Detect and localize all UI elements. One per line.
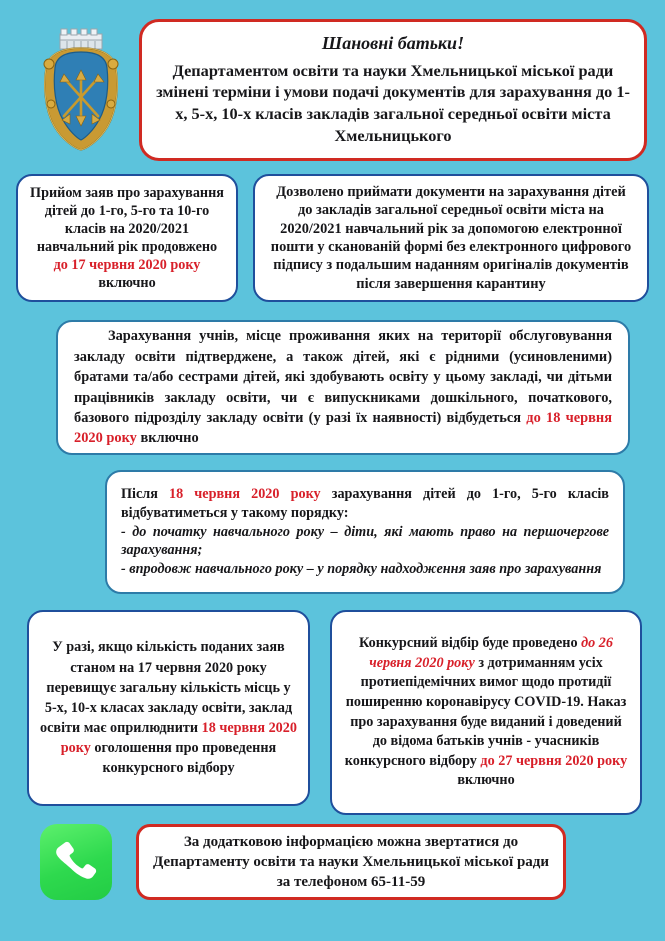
order-intro-before: Після — [121, 485, 170, 502]
competition-part2: з дотриманням усіх протиепідемічних вимог щодо протидії поширенню коронавірусу COVID-19. Наказ про зарахування буде виданий і доведений до відома батьків учнів - учасників конкурсного відбору — [344, 654, 627, 769]
phone-icon — [40, 824, 112, 900]
applications-text — [28, 184, 226, 292]
enrollment-text — [74, 326, 612, 449]
enrollment-rules-box — [56, 320, 630, 455]
email-text: Дозволено приймати документи на зарахування дітей до закладів загальної середньої освіти міста на 2020/2021 навчальний рік за допомогою електронної пошти у сканованій формі без електронного цифрового підпису з подальшим наданням оригіналів документів після завершення карантину — [270, 184, 632, 292]
header-salutation: Шановні батьки! — [321, 32, 465, 53]
competitive-selection-box — [330, 610, 642, 815]
overflow-date: 18 червня 2020 року — [60, 720, 297, 757]
competition-date-1: до 26 червня 2020 року — [369, 635, 613, 671]
contact-text — [151, 832, 551, 892]
overflow-text — [39, 637, 298, 778]
order-intro — [121, 485, 609, 523]
application-overflow-box — [27, 610, 310, 806]
applications-date: до 17 червня 2020 року — [53, 257, 201, 274]
competition-part1: Конкурсний відбір буде проведено — [359, 635, 582, 652]
order-intro-date: 18 червня 2020 року — [169, 485, 321, 502]
email-submission-box — [253, 174, 649, 302]
header-announcement-box — [139, 19, 647, 161]
competition-part3: включно — [457, 772, 515, 789]
applications-part1: Прийом заяв про зарахування дітей до 1-го, 5-го та 10-го класів на 2020/2021 навчальний рік продовжено — [30, 184, 224, 255]
overflow-part1: У разі, якщо кількість поданих заяв станом на 17 червня 2020 року перевищує загальну кількість місць у 5-х, 10-х класах закладу освіти, заклад освіти має оприлюднити — [40, 639, 293, 737]
competition-text — [342, 634, 630, 791]
enrollment-order-box — [105, 470, 625, 594]
competition-date-2: до 27 червня 2020 року — [480, 752, 628, 769]
khmelnytskyi-coat-of-arms — [38, 28, 124, 152]
contact-text-before: За додатковою інформацією можна звертатися до Департаменту освіти та науки Хмельницької міської ради за телефоном — [152, 833, 550, 891]
contact-info-box — [136, 824, 566, 900]
enrollment-date: до 18 червня 2020 року — [74, 409, 612, 447]
header-body: Департаментом освіти та науки Хмельницької міської ради змінені терміни і умови подачі документів для зарахування до 1-х, 5-х, 10-х класів закладів загальної середньої освіти міста Хмельницького — [156, 60, 630, 145]
contact-phone-number: 65-11-59 — [371, 874, 426, 891]
enrollment-part2: включно — [136, 430, 199, 447]
applications-part2: включно — [98, 275, 156, 292]
overflow-part2: оголошення про проведення конкурсного відбору — [90, 740, 277, 777]
order-bullet-2: - впродовж навчального року – у порядку надходження заяв про зарахування — [121, 561, 602, 578]
applications-deadline-box — [16, 174, 238, 302]
enrollment-part1: Зарахування учнів, місце проживання яких на території обслуговування закладу освіти підтверджене, а також дітей, які є рідними (усиновленими) братами та/або сестрами дітей, які здобувають освіту у цьому закладі, чи дітьми працівників закладу освіти, чи є випускниками дошкільного, початкового, базового підрозділу закладу освіти (у разі їх наявності) відбудеться — [74, 328, 612, 426]
order-bullet-1: - до початку навчального року – діти, які мають право на першочергове зарахування; — [121, 523, 609, 559]
order-intro-after: зарахування дітей до 1-го, 5-го класів відбуватиметься у такому порядку: — [121, 485, 609, 521]
